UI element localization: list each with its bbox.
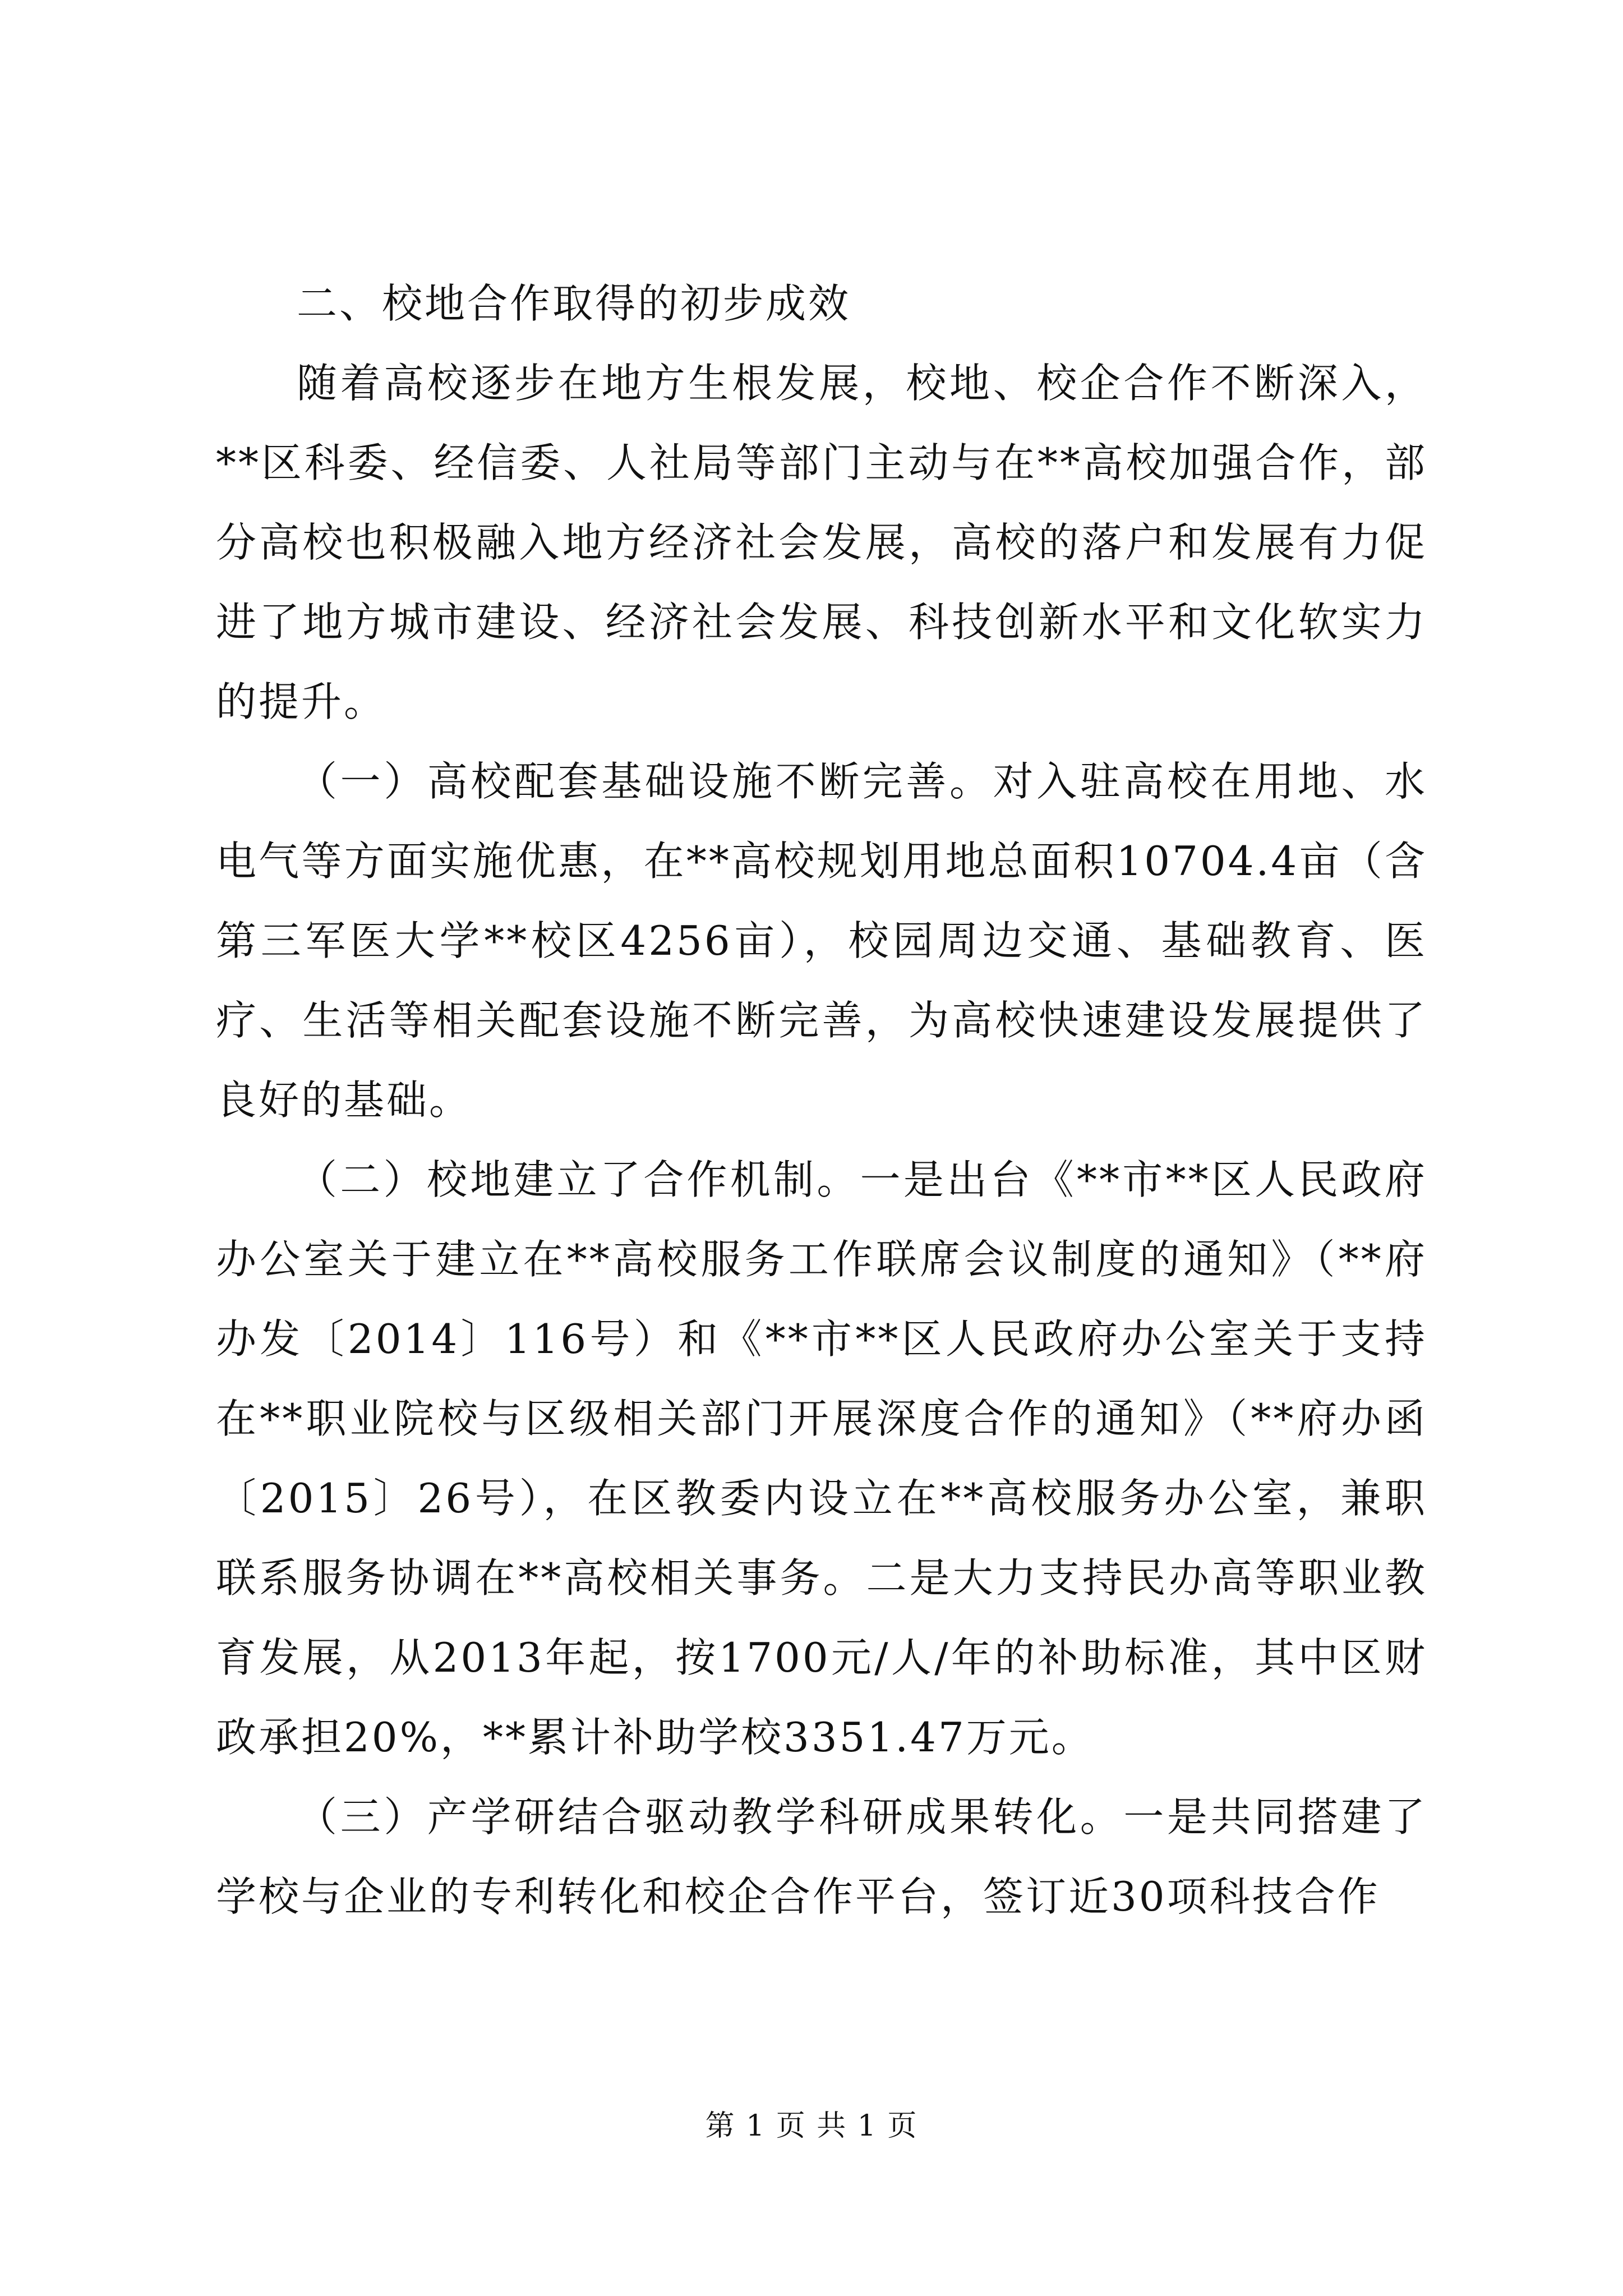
paragraph-infrastructure: （一）高校配套基础设施不断完善。对入驻高校在用地、水电气等方面实施优惠，在**高校规划用地总面积10704.4亩（含第三军医大学**校区4256亩），校园周边交通、基础教育、医疗、生活等相关配套设施不断完善，为高校快速建设发展提供了良好的基础。: [216, 758, 1427, 1124]
paragraph-research-transfer: （三）产学研结合驱动教学科研成果转化。一是共同搭建了学校与企业的专利转化和校企合作平台，签订近30项科技合作: [216, 1793, 1427, 1920]
document-body: [216, 264, 1427, 1936]
page-footer: 第 1 页 共 1 页: [705, 2109, 918, 2143]
paragraph-cooperation-mechanism: （二）校地建立了合作机制。一是出台《**市**区人民政府办公室关于建立在**高校服务工作联席会议制度的通知》（**府办发〔2014〕116号）和《**市**区人民政府办公室关于支持在**职业院校与区级相关部门开展深度合作的通知》（**府办函〔2015〕26号），在区教委内设立在**高校服务办公室，兼职联系服务协调在**高校相关事务。二是大力支持民办高等职业教育发展，从2013年起，按1700元/人/年的补助标准，其中区财政承担20%，**累计补助学校3351.47万元。: [216, 1156, 1427, 1761]
section-heading: 二、校地合作取得的初步成效: [297, 280, 851, 327]
paragraph-intro: 随着高校逐步在地方生根发展，校地、校企合作不断深入，**区科委、经信委、人社局等部门主动与在**高校加强合作，部分高校也积极融入地方经济社会发展，高校的落户和发展有力促进了地方城市建设、经济社会发展、科技创新水平和文化软实力的提升。: [216, 360, 1427, 725]
